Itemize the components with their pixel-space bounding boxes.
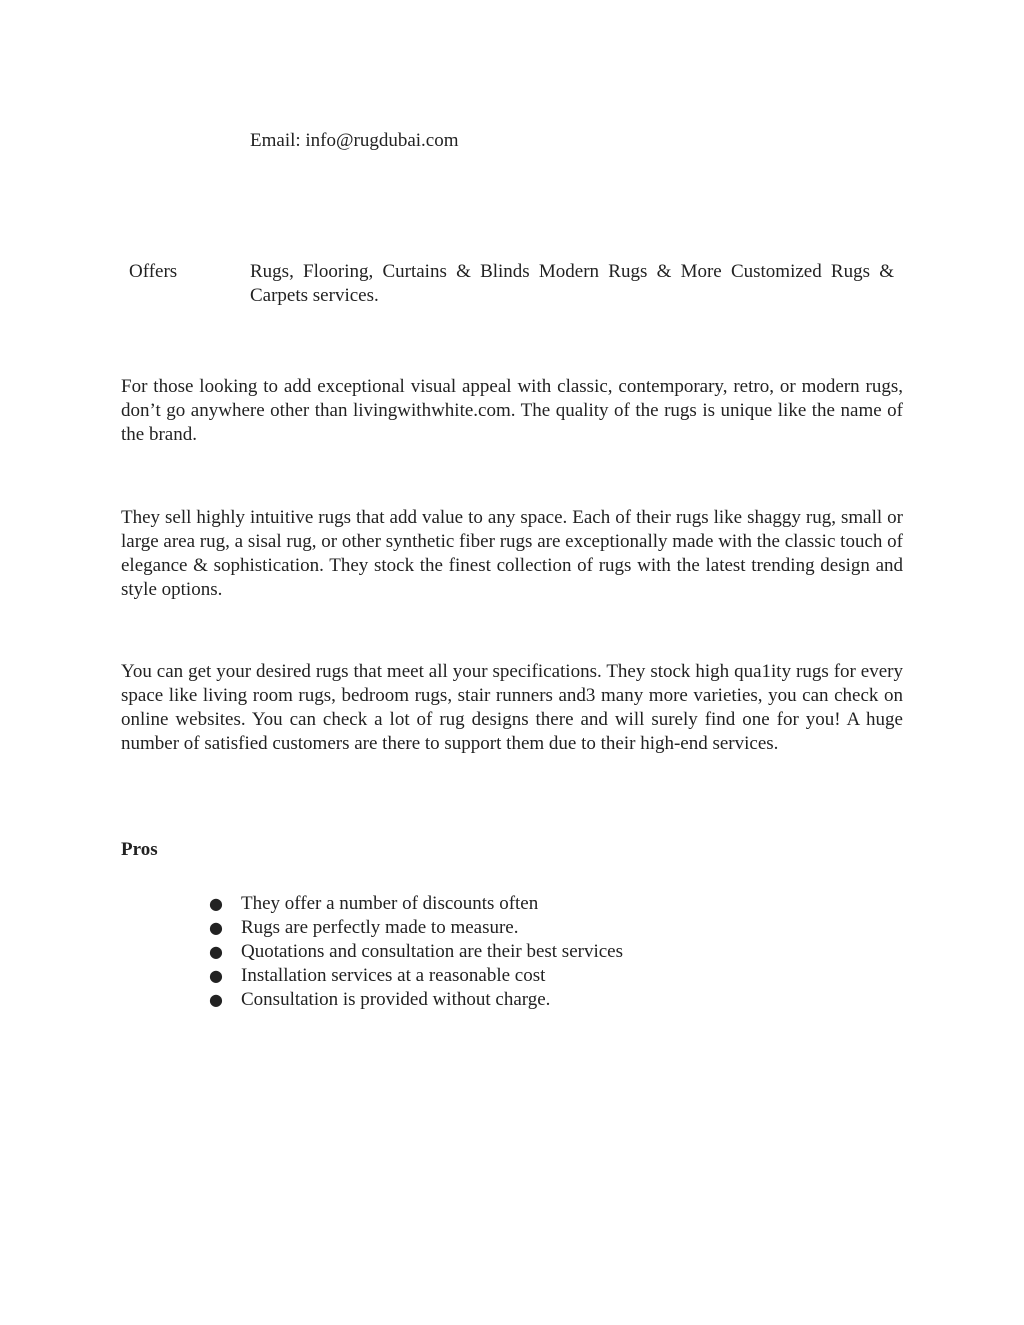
list-item-text: Rugs are perfectly made to measure. [241,917,519,938]
list-item [209,964,623,988]
list-item-text: They offer a number of discounts often [241,893,539,914]
email-line: Email: info@rugdubai.com [250,130,459,151]
list-item-text: Installation services at a reasonable cost [241,965,546,986]
list-item [209,940,623,964]
list-item-text: Consultation is provided without charge. [241,989,551,1010]
paragraph-specifications: You can get your desired rugs that meet all your specifications. They stock high qua1ity rugs for every space like living room rugs, bedroom rugs, stair runners and3 many more varieties, you can check on online websites. You can check a lot of rug designs there and will surely find one for you! A huge number of satisfied customers are there to support them due to their high-end services. [121,661,903,754]
paragraph-intro: For those looking to add exceptional visual appeal with classic, contemporary, retro, or modern rugs, don’t go anywhere other than livingwithwhite.com. The quality of the rugs is unique like the name of the brand. [121,376,903,445]
offers-text: Rugs, Flooring, Curtains & Blinds Modern Rugs & More Customized Rugs & Carpets services. [250,261,894,306]
bullet-icon: ● [209,966,223,985]
list-item-text: Quotations and consultation are their best services [241,941,624,962]
bullet-icon: ● [209,990,223,1009]
list-item [209,916,623,940]
list-item [209,892,623,916]
pros-list [209,892,623,1012]
bullet-icon: ● [209,942,223,961]
paragraph-products: They sell highly intuitive rugs that add value to any space. Each of their rugs like shaggy rug, small or large area rug, a sisal rug, or other synthetic fiber rugs are exceptionally made with the classic touch of elegance & sophistication. They stock the finest collection of rugs with the latest trending design and style options. [121,507,903,600]
list-item [209,988,623,1012]
bullet-icon: ● [209,894,223,913]
bullet-icon: ● [209,918,223,937]
pros-heading: Pros [121,839,158,860]
offers-label: Offers [129,261,178,282]
